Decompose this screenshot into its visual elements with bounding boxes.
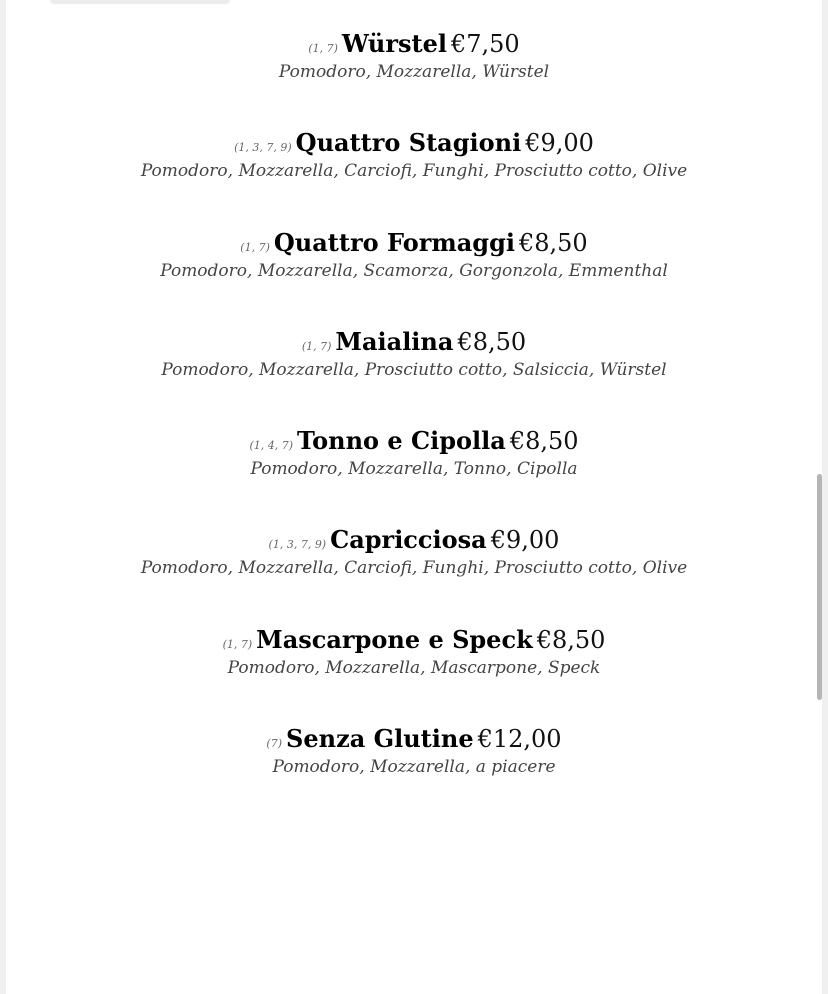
allergen-codes: (1, 7): [222, 637, 253, 651]
allergen-codes: (1, 7): [240, 240, 270, 254]
menu-item: [6, 128, 822, 227]
menu-item-header: [6, 625, 822, 655]
pizza-price: €9,00: [490, 526, 560, 555]
pizza-name: Tonno e Cipolla: [297, 426, 506, 456]
pizza-ingredients: Pomodoro, Mozzarella, Würstel: [278, 62, 550, 82]
pizza-menu-list: [6, 29, 822, 823]
pizza-price: €8,50: [518, 228, 588, 257]
menu-item: [6, 525, 822, 624]
menu-item-header: [6, 228, 822, 258]
pizza-price: €8,50: [457, 327, 527, 356]
pizza-name: Quattro Stagioni: [295, 128, 522, 158]
menu-item: [6, 426, 822, 525]
pizza-price: €8,50: [536, 625, 606, 654]
menu-item-header: [6, 525, 822, 555]
top-tab[interactable]: [50, 0, 230, 4]
pizza-price: €8,50: [509, 427, 579, 456]
pizza-price: €12,00: [477, 725, 562, 754]
pizza-ingredients: Pomodoro, Mozzarella, Carciofi, Funghi, Prosciutto cotto, Olive: [140, 558, 688, 579]
allergen-codes: (1, 3, 7, 9): [268, 538, 327, 552]
pizza-ingredients: Pomodoro, Mozzarella, Prosciutto cotto, Salsiccia, Würstel: [161, 359, 667, 380]
pizza-name: Würstel: [341, 29, 447, 58]
menu-item: [6, 724, 822, 823]
menu-item: [6, 327, 822, 426]
vertical-scrollbar[interactable]: [817, 474, 822, 700]
pizza-ingredients: Pomodoro, Mozzarella, Tonno, Cipolla: [250, 459, 578, 480]
pizza-price: €9,00: [525, 129, 594, 158]
menu-item-header: [6, 29, 822, 59]
pizza-ingredients: Pomodoro, Mozzarella, Scamorza, Gorgonzola, Emmenthal: [160, 260, 668, 281]
pizza-name: Mascarpone e Speck: [256, 624, 533, 654]
menu-item-header: [6, 327, 822, 357]
allergen-codes: (1, 7): [308, 42, 338, 55]
menu-page: [6, 0, 822, 994]
pizza-name: Maialina: [335, 326, 454, 356]
allergen-codes: (1, 4, 7): [249, 439, 294, 453]
allergen-codes: (1, 3, 7, 9): [234, 141, 292, 155]
menu-item: [6, 625, 822, 724]
allergen-codes: (1, 7): [301, 339, 332, 353]
pizza-ingredients: Pomodoro, Mozzarella, Carciofi, Funghi, Prosciutto cotto, Olive: [140, 161, 688, 182]
allergen-codes: (7): [266, 737, 283, 751]
pizza-name: Senza Glutine: [286, 724, 474, 754]
pizza-ingredients: Pomodoro, Mozzarella, a piacere: [272, 757, 556, 778]
pizza-name: Capricciosa: [330, 525, 487, 555]
menu-item-header: [6, 724, 822, 754]
pizza-price: €7,50: [450, 30, 520, 58]
menu-item-header: [6, 426, 822, 456]
menu-item: [6, 29, 822, 128]
pizza-ingredients: Pomodoro, Mozzarella, Mascarpone, Speck: [227, 657, 601, 678]
menu-item: [6, 228, 822, 327]
menu-item-header: [6, 128, 822, 158]
pizza-name: Quattro Formaggi: [273, 227, 515, 257]
